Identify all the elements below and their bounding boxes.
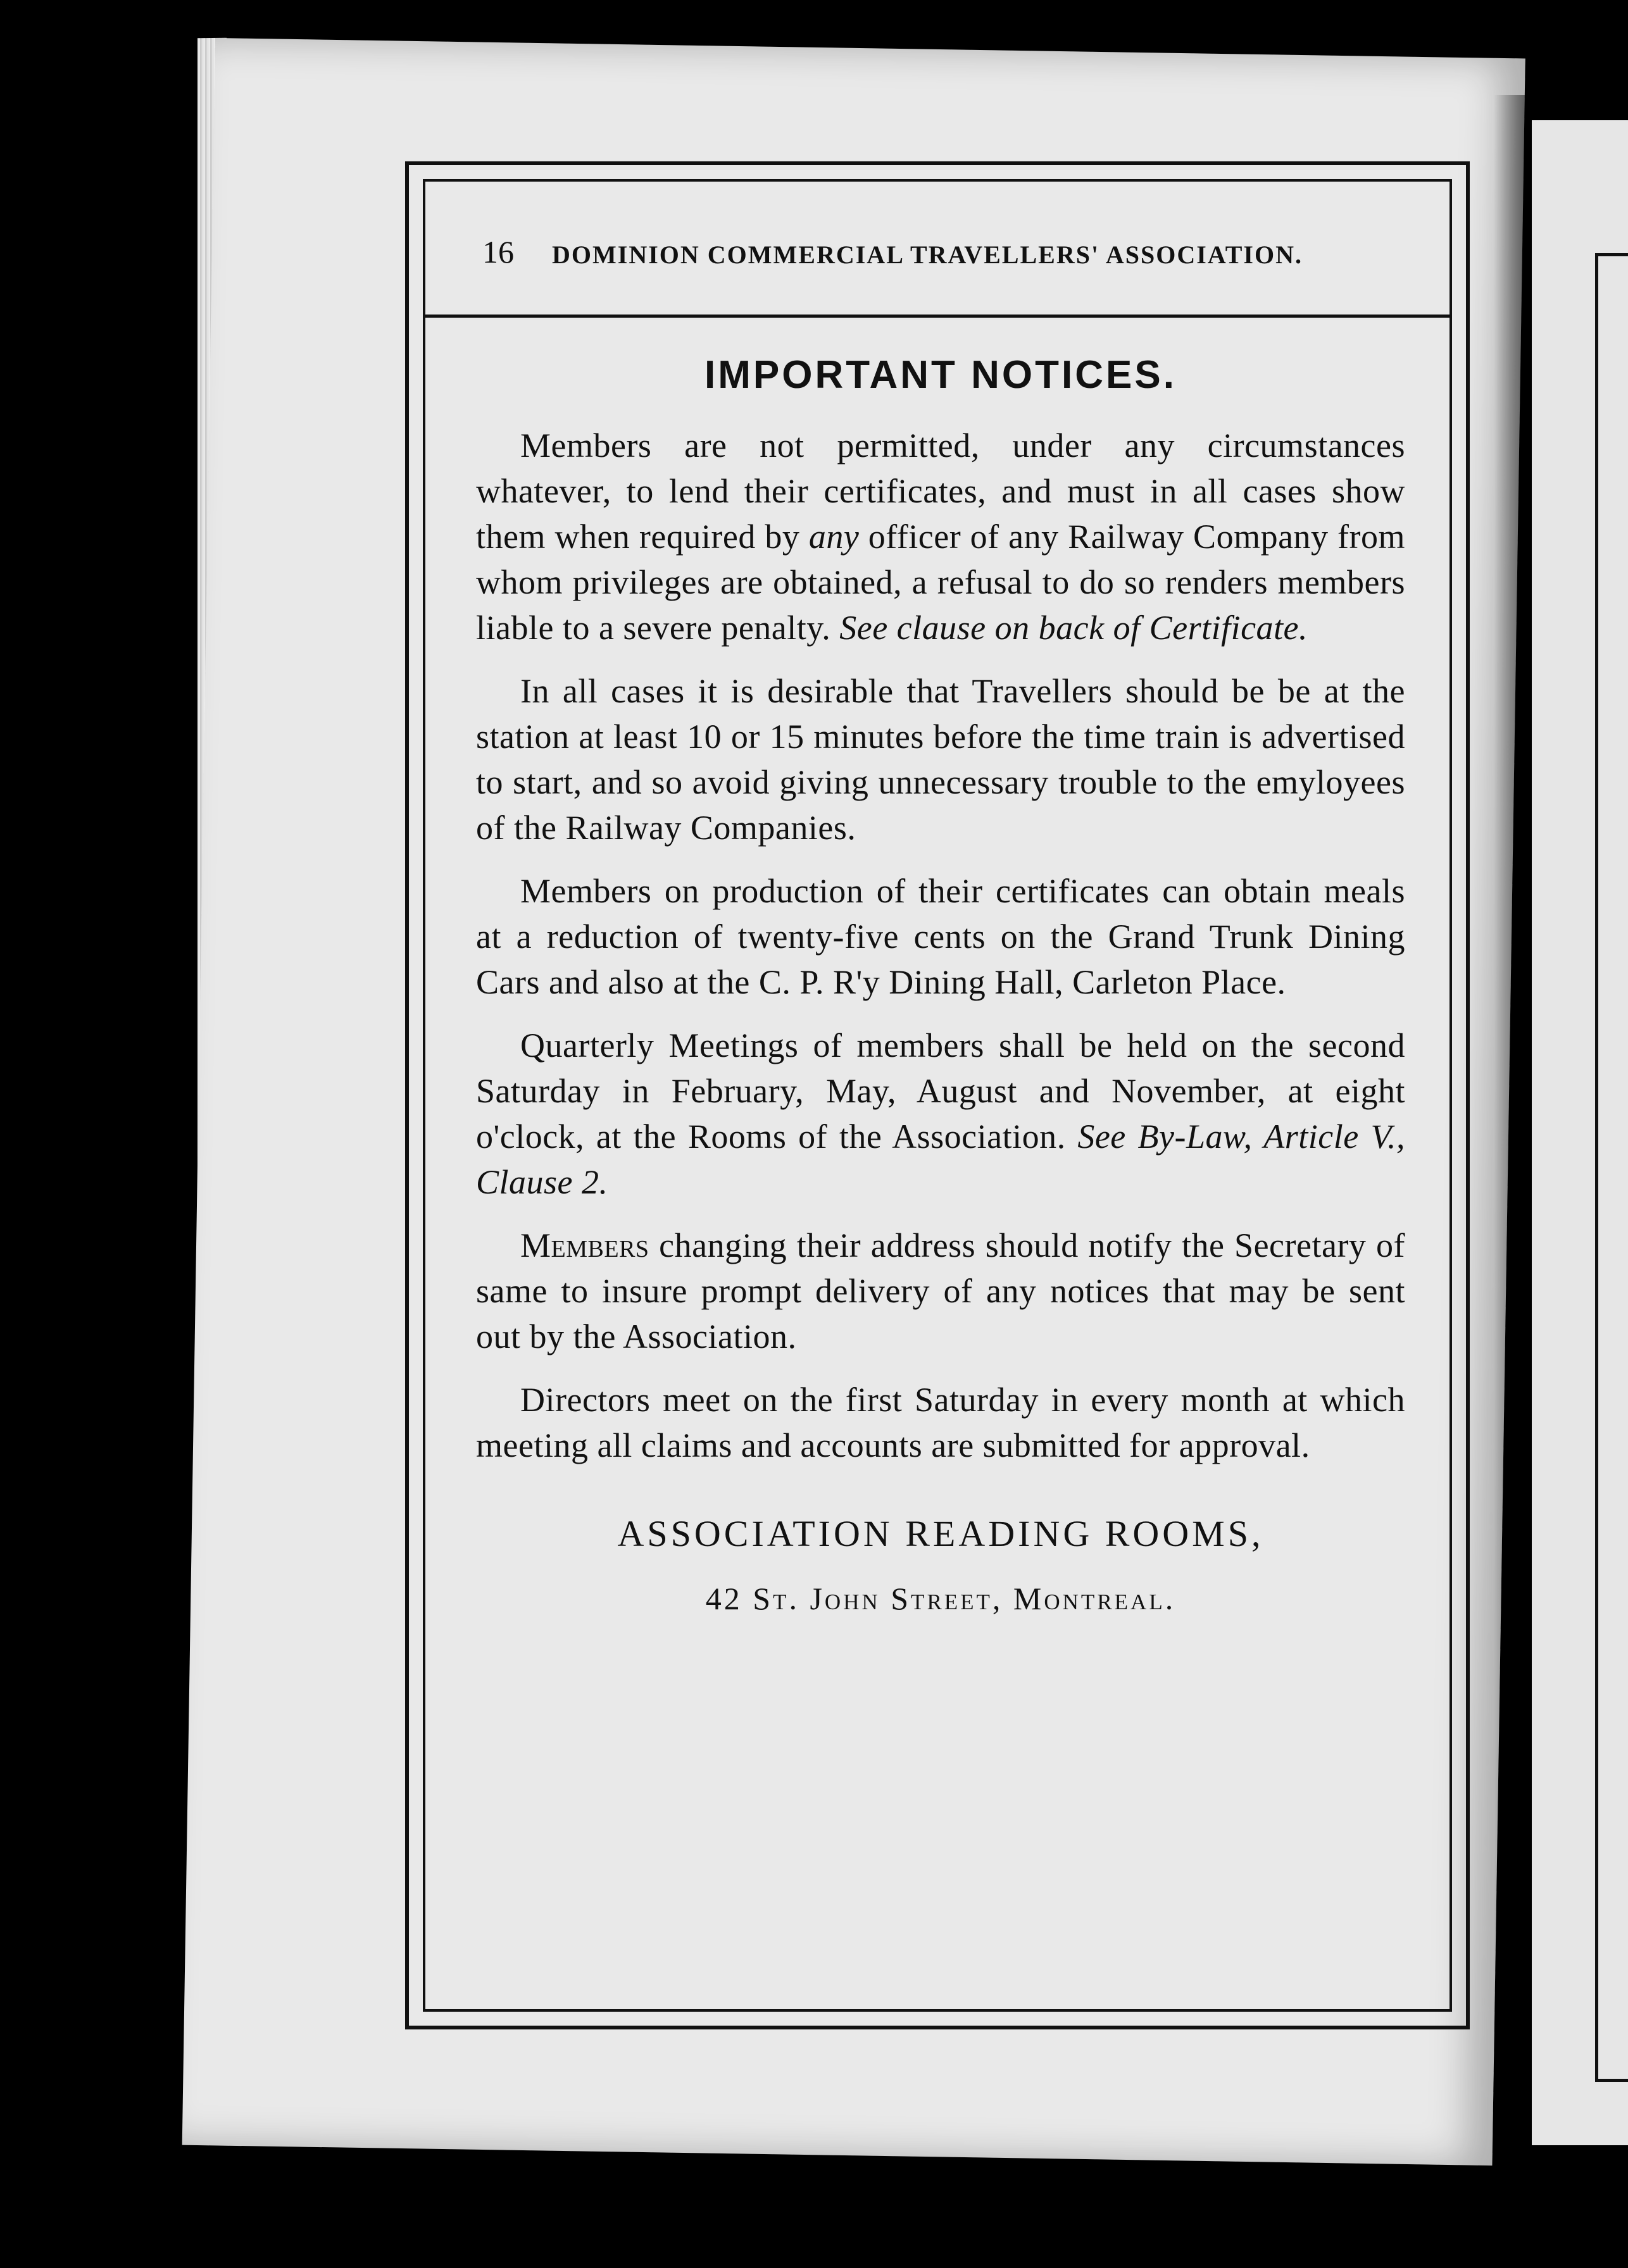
notice-paragraph-directors: Directors meet on the first Saturday in every month at which meeting all claims and accounts are submitted for approval. [476, 1381, 1405, 1464]
notice-body [476, 352, 1405, 1617]
paragraph-text: Members are not permitted, under any circumstances whatever, to lend their certificates, and must in all cases show them when required by [476, 427, 1405, 556]
notice-paragraph-meetings [476, 1023, 1405, 1205]
paragraph-text: officer of any Railway Company from whom privileges are obtained, a refusal to do so renders members liable to a severe penalty. [476, 518, 1405, 647]
emphasis-see-clause: See clause on back of Certificate. [839, 609, 1308, 647]
notice-paragraph-meals: Members on production of their certificates can obtain meals at a reduction of twenty-five cents on the Grand Trunk Dining Cars and also at the C. P. R'y Dining Hall, Carleton Place. [476, 872, 1405, 1001]
paragraph-text: Quarterly Meetings of members shall be held on the second Saturday in February, May, August and November, at eight o'clock, at the Rooms of the Association. [476, 1026, 1405, 1156]
page-header [425, 182, 1450, 318]
facing-page [1532, 120, 1628, 2145]
notice-title: IMPORTANT NOTICES. [704, 353, 1177, 397]
notice-paragraph-address [476, 1223, 1405, 1359]
notice-paragraph-station: In all cases it is desirable that Travellers should be be at the station at least 10 or 15 minutes before the time train is advertised to start, and so avoid giving unnecessary trouble to the emyloyees of the Railway Companies. [476, 672, 1405, 847]
reading-rooms-heading: ASSOCIATION READING ROOMS, [617, 1513, 1264, 1554]
page-number: 16 [482, 234, 514, 270]
reading-rooms-address: 42 St. John Street, Montreal. [705, 1581, 1176, 1616]
paragraph-text: changing their address should notify the Secretary of same to insure prompt delivery of any notices that may be sent out by the Association. [476, 1226, 1405, 1355]
facing-page-frame [1595, 253, 1628, 2082]
page-border-outer [405, 161, 1470, 2029]
emphasis-by-law: See By-Law, Article V., Clause 2. [476, 1118, 1405, 1201]
notice-paragraph-certificates [476, 423, 1405, 651]
page-border-inner [423, 179, 1452, 2012]
emphasis-any: any [808, 518, 860, 556]
paragraph-lead: Members [520, 1226, 649, 1264]
running-head: DOMINION COMMERCIAL TRAVELLERS' ASSOCIATION. [552, 240, 1303, 269]
